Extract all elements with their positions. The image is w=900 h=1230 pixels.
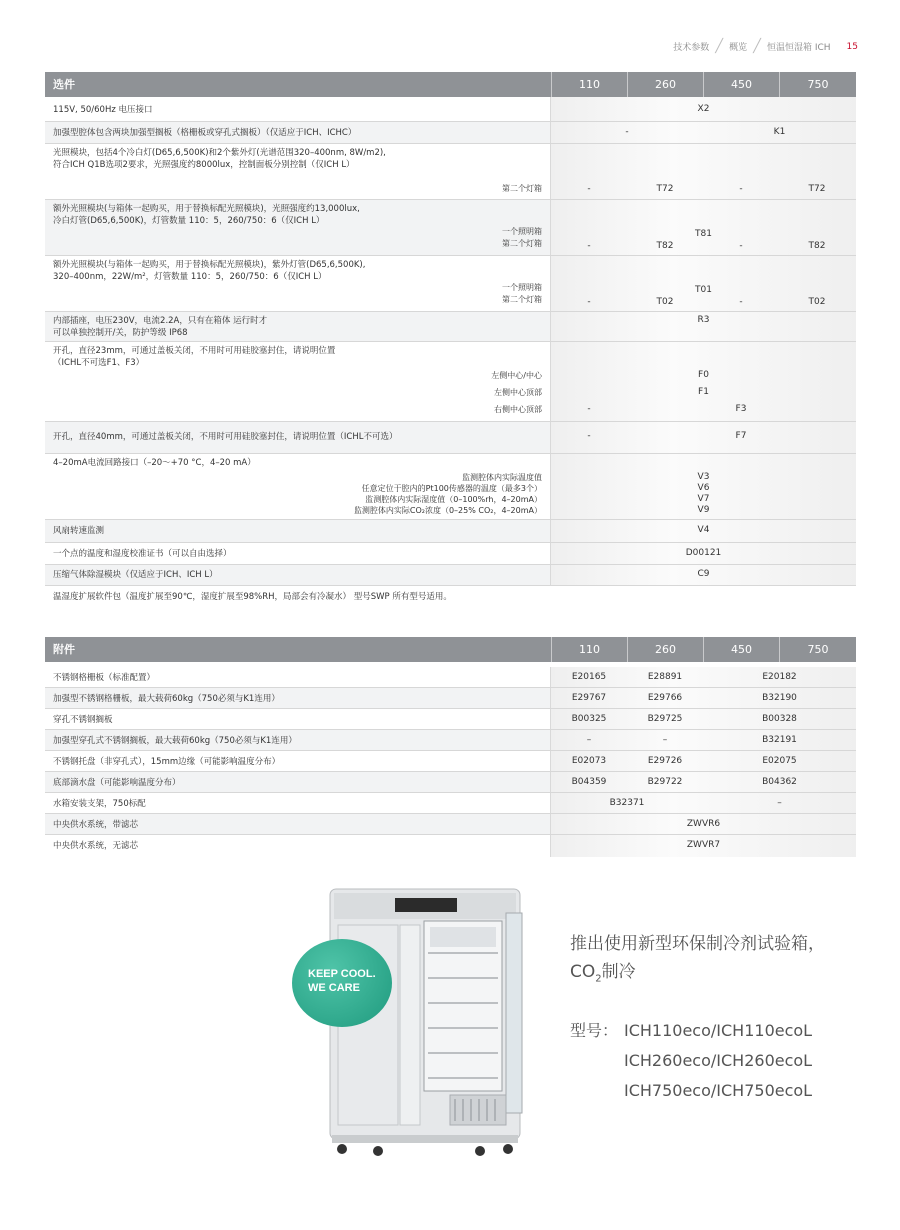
row-sub: 一个照明箱	[502, 283, 542, 292]
row-sub: 第二个灯箱	[502, 295, 542, 304]
cell-value: -	[739, 241, 743, 251]
cooling-text: 制冷	[601, 962, 636, 982]
row-desc: 一个点的温度和湿度校准证书（可以自由选择）	[53, 549, 232, 559]
breadcrumb	[673, 39, 858, 54]
cell-value: -	[587, 297, 591, 307]
header-col: 260	[627, 637, 703, 662]
row-desc: 不锈钢托盘（非穿孔式），15mm边缘（可能影响温度分布）	[53, 757, 281, 767]
cell-value: E29726	[647, 756, 683, 766]
row-desc: 额外光照模块(与箱体一起购买，用于替换标配光照模块)，紫外灯管(D65,6,500K),	[53, 260, 366, 270]
cell-value: B29725	[647, 714, 683, 724]
model-name: ICH110eco/ICH110ecoL	[624, 1021, 813, 1040]
cell-value: V3	[697, 472, 710, 482]
cell-value: K1	[773, 127, 786, 137]
row-desc: 底部滴水盘（可能影响温度分布）	[53, 778, 181, 788]
model-label: 型号：	[570, 1021, 619, 1040]
row-sub: 监测腔体内实际湿度值（0–100%rh，4–20mA）	[365, 495, 542, 504]
cell-value: T72	[808, 184, 826, 194]
table-row	[45, 200, 856, 256]
cell-value: -	[739, 184, 743, 194]
header-col: 450	[703, 637, 779, 662]
table-row	[45, 793, 856, 814]
row-sub: 左侧中心/中心	[491, 371, 542, 380]
cell-value: -	[587, 431, 591, 441]
cell-value: –	[662, 735, 668, 745]
cell-value: –	[586, 735, 592, 745]
table-row	[45, 835, 856, 857]
table-row	[45, 342, 856, 422]
table-row	[45, 688, 856, 709]
product-image	[300, 883, 546, 1173]
table-row	[45, 122, 856, 144]
keep-cool-badge	[292, 939, 392, 1027]
row-desc: 风扇转速监测	[53, 526, 105, 536]
cell-value: ZWVR6	[686, 819, 721, 829]
cell-value: X2	[697, 104, 710, 114]
co2-text: CO	[570, 962, 596, 982]
row-desc: 中央供水系统，无滤芯	[53, 841, 139, 851]
row-desc: 加强型腔体包含两块加强型搁板（格栅板或穿孔式搁板）（仅适应于ICH、ICHC）	[53, 128, 357, 138]
table-row	[45, 312, 856, 342]
cell-value: E20182	[762, 672, 797, 682]
badge-line: WE CARE	[308, 982, 360, 994]
cell-value: B00328	[762, 714, 797, 724]
control-panel	[395, 898, 457, 912]
cell-value: E20165	[571, 672, 607, 682]
cell-value: B00325	[571, 714, 607, 724]
cell-value: -	[587, 241, 591, 251]
header-col: 450	[703, 72, 779, 97]
table-row	[45, 751, 856, 772]
table-row	[45, 97, 856, 122]
options-table	[45, 72, 856, 606]
header-col: 750	[779, 72, 856, 97]
row-sub: 监测腔体内实际温度值	[462, 473, 542, 482]
cell-value: -	[625, 127, 629, 137]
table-row	[45, 520, 856, 543]
header-col: 260	[627, 72, 703, 97]
cell-value: -	[587, 404, 591, 414]
header-col: 110	[551, 72, 627, 97]
table-row	[45, 709, 856, 730]
row-desc: 温湿度扩展软件包（温度扩展至90℃，湿度扩展至98%RH，局部会有冷凝水） 型号SWP 所有型号适用。	[53, 592, 452, 602]
cell-value: V7	[697, 494, 710, 504]
header-col: 750	[779, 637, 856, 662]
separator-slash-icon: ╱	[715, 39, 724, 54]
row-desc: 4–20mA电流回路接口（–20～+70 °C，4–20 mA）	[53, 458, 256, 468]
cell-value: T82	[808, 241, 826, 251]
cell-value: V9	[697, 505, 710, 515]
cell-value: -	[587, 184, 591, 194]
header-title: 附件	[53, 643, 75, 656]
model-list	[570, 1016, 812, 1106]
cell-value: T72	[656, 184, 674, 194]
model-name: ICH260eco/ICH260ecoL	[624, 1051, 813, 1070]
climate-chamber-illustration	[300, 883, 546, 1173]
accessories-table	[45, 637, 856, 857]
model-line	[570, 1076, 812, 1106]
cell-value: E29767	[571, 693, 607, 703]
cell-value: B32371	[609, 798, 645, 808]
row-desc: 加强型穿孔式不锈钢搁板，最大载荷60kg（750必须与K1连用）	[53, 736, 297, 746]
co2-subscript: 2	[595, 973, 602, 985]
cell-value: R3	[697, 315, 710, 325]
model-line	[570, 1016, 812, 1046]
cell-value: D00121	[685, 548, 722, 558]
row-desc: （ICHL不可选F1、F3）	[53, 358, 145, 368]
model-name: ICH750eco/ICH750ecoL	[624, 1081, 813, 1100]
row-desc: 额外光照模块(与箱体一起购买，用于替换标配光照模块)，光照强度约13,000lux,	[53, 204, 360, 214]
row-desc: 开孔，直径40mm，可通过盖板关闭，不用时可用硅胶塞封住，请说明位置（ICHL不可选）	[53, 432, 398, 442]
table-body	[45, 97, 856, 606]
breadcrumb-item: 概览	[729, 43, 748, 53]
cell-value: F3	[735, 404, 747, 414]
cell-value: B29722	[647, 777, 683, 787]
cell-value: T01	[695, 285, 712, 295]
cell-value: B04359	[571, 777, 607, 787]
cell-value: –	[777, 798, 782, 808]
cell-value: T81	[695, 229, 712, 239]
cell-value: T02	[808, 297, 826, 307]
row-desc: 符合ICH Q1B选项2要求，光照强度约8000lux，控制面板分别控制（仅ICH L）	[53, 160, 355, 170]
row-desc: 光照模块，包括4个冷白灯(D65,6,500K)和2个紫外灯(光谱范围320–400nm, 8W/m2),	[53, 148, 386, 158]
headline-line	[570, 958, 825, 993]
table-row	[45, 772, 856, 793]
cell-value: T02	[656, 297, 674, 307]
cell-value: F1	[698, 387, 709, 397]
row-sub: 第二个灯箱	[502, 239, 542, 248]
row-desc: 加强型不锈钢格栅板，最大载荷60kg（750必须与K1连用）	[53, 694, 280, 704]
table-header	[45, 72, 856, 97]
row-desc: 压缩气体除湿模块（仅适应于ICH、ICH L）	[53, 570, 218, 580]
table-row	[45, 586, 856, 606]
cell-value: ZWVR7	[686, 840, 721, 850]
cell-value: E28891	[647, 672, 683, 682]
cell-value: V6	[697, 483, 710, 493]
row-desc: 可以单独控制开/关，防护等级 IP68	[53, 328, 188, 338]
row-sub: 第二个灯箱	[502, 184, 542, 193]
header-col: 110	[551, 637, 627, 662]
row-desc: 内部插座，电压230V，电流2.2A，只有在箱体 运行时才	[53, 316, 268, 326]
table-row	[45, 256, 856, 312]
table-body	[45, 667, 856, 857]
cell-value: -	[739, 297, 743, 307]
row-sub: 一个照明箱	[502, 227, 542, 236]
cell-value: B04362	[762, 777, 797, 787]
row-desc: 冷白灯管(D65,6,500K)，灯管数量 110：5，260/750：6（仅ICH L）	[53, 216, 325, 226]
cell-value: C9	[697, 569, 710, 579]
row-desc: 开孔，直径23mm，可通过盖板关闭，不用时可用硅胶塞封住，请说明位置	[53, 346, 336, 356]
cell-value: T82	[656, 241, 674, 251]
model-line	[570, 1046, 812, 1076]
table-row	[45, 454, 856, 520]
cell-value: E29766	[647, 693, 683, 703]
cell-value: V4	[697, 525, 710, 535]
row-desc: 不锈钢格栅板（标准配置）	[53, 673, 156, 683]
cell-value: B32190	[762, 693, 797, 703]
row-desc: 115V, 50/60Hz 电压接口	[53, 105, 153, 115]
table-row	[45, 730, 856, 751]
row-desc: 水箱安装支架，750标配	[53, 799, 146, 809]
row-sub: 右侧中心顶部	[494, 405, 542, 414]
cell-value: F0	[698, 370, 709, 380]
header-title: 选件	[53, 78, 75, 91]
table-header	[45, 637, 856, 662]
breadcrumb-item: 技术参数	[673, 43, 710, 53]
table-row	[45, 814, 856, 835]
headline-line: 推出使用新型环保制冷剂试验箱，	[570, 934, 825, 954]
promo-headline	[570, 930, 825, 993]
badge-line: KEEP COOL.	[308, 968, 376, 980]
row-sub: 任意定位于腔内的Pt100传感器的温度（最多3个）	[361, 484, 542, 493]
row-sub: 监测腔体内实际CO₂浓度（0–25% CO₂，4–20mA）	[353, 506, 542, 515]
separator-slash-icon: ╱	[753, 39, 761, 54]
row-desc: 中央供水系统，带滤芯	[53, 820, 139, 830]
row-desc: 320–400nm，22W/m²，灯管数量 110：5，260/750：6（仅ICH L）	[53, 272, 327, 282]
table-row	[45, 565, 856, 586]
table-row	[45, 422, 856, 454]
row-desc: 穿孔不锈钢搁板	[53, 715, 113, 725]
page-number: 15	[846, 41, 858, 52]
cell-value: E02075	[762, 756, 797, 766]
table-row	[45, 543, 856, 565]
cell-value: E02073	[571, 756, 607, 766]
table-row	[45, 144, 856, 200]
row-sub: 左侧中心顶部	[494, 388, 542, 397]
cell-value: B32191	[762, 735, 797, 745]
breadcrumb-item: 恒温恒湿箱 ICH	[766, 43, 831, 53]
table-row	[45, 667, 856, 688]
cell-value: F7	[735, 431, 747, 441]
